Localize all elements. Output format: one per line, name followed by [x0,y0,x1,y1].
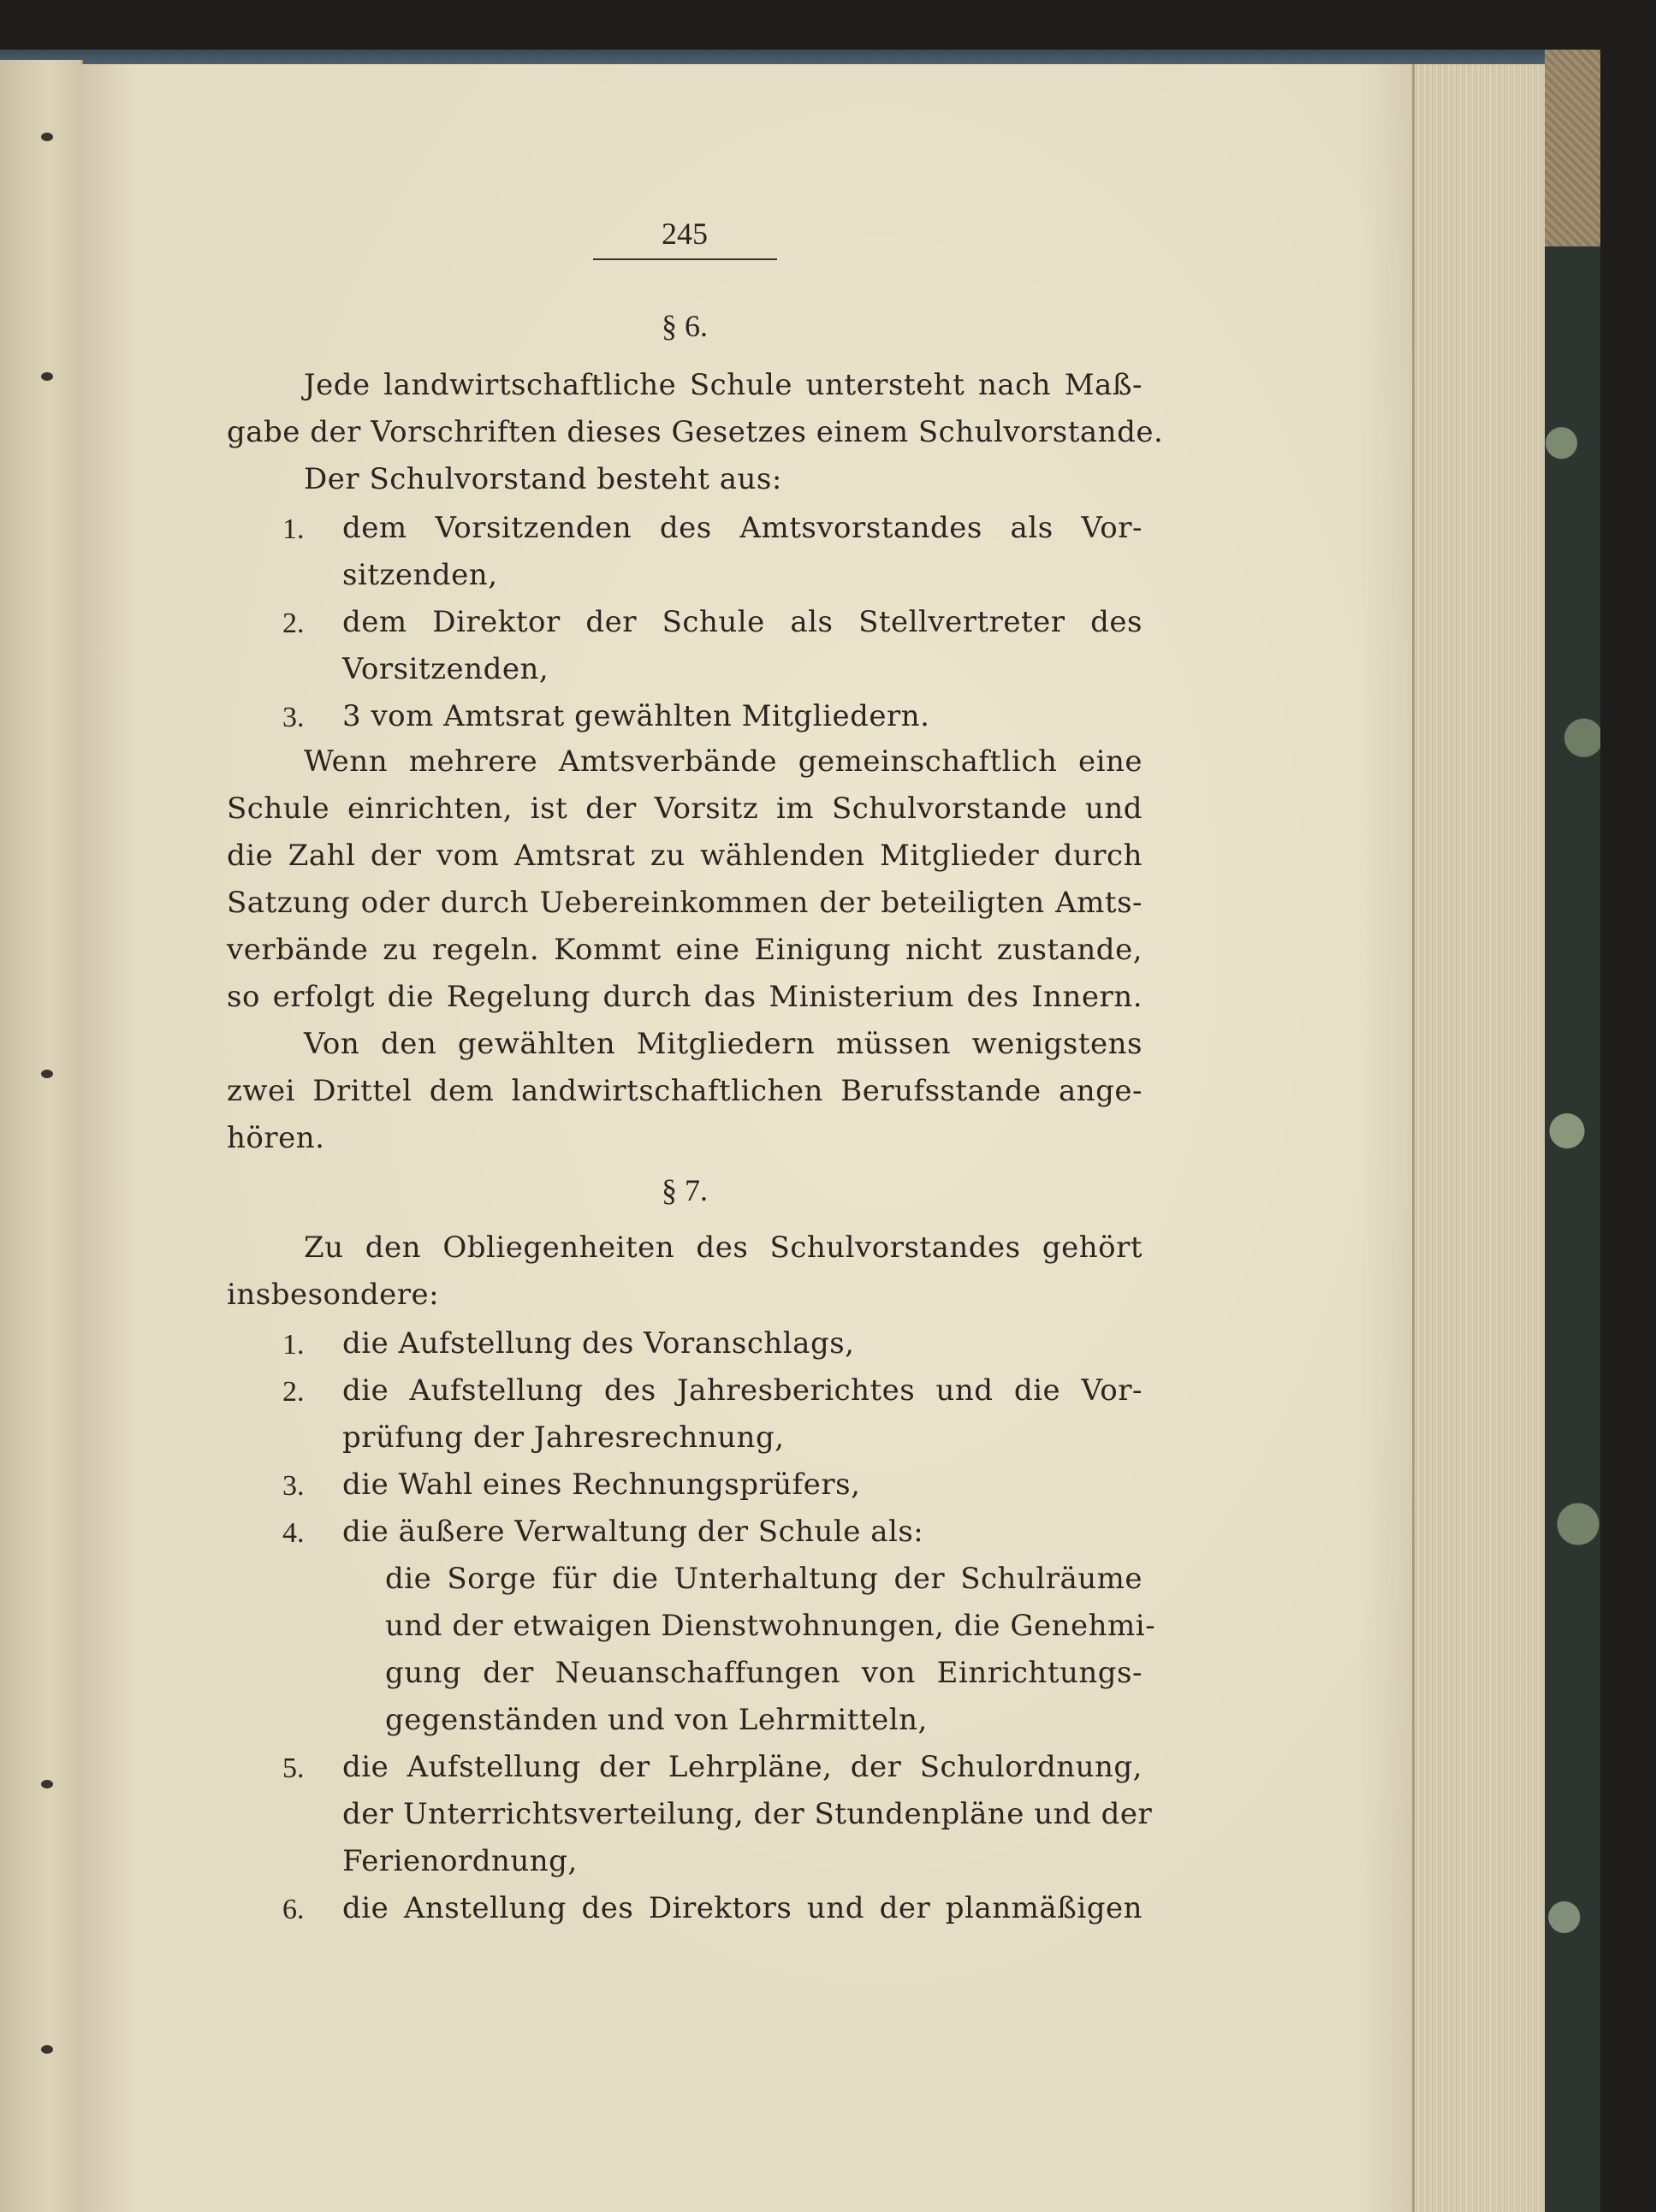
s7-item-5-line: die Aufstellung der Lehrpläne, der Schulordnung, [342,1750,1143,1784]
s7-item-4-line: die äußere Verwaltung der Schule als: [342,1515,924,1549]
s6-intro-line-1: Jede landwirtschaftliche Schule untersteht nach Maß- [304,368,1143,402]
s7-item-5-line: der Unterrichtsverteilung, der Stundenpläne und der [342,1797,1153,1831]
s6-para3-line: zwei Drittel dem landwirtschaftlichen Berufsstande ange- [227,1074,1143,1108]
s7-item-number: 4. [282,1517,305,1549]
s6-para2-line: verbände zu regeln. Kommt eine Einigung nicht zustande, [227,933,1143,967]
section-7-heading: § 7. [662,1173,708,1207]
s7-intro-line-1: Zu den Obliegenheiten des Schulvorstandes gehört [304,1231,1143,1265]
cover-marble [1545,246,1600,2212]
binding-hole [41,372,53,381]
s7-item-number: 3. [282,1470,305,1502]
left-page-edge [0,60,83,2212]
s6-item-3-line-1: 3 vom Amtsrat gewählten Mitgliedern. [342,699,930,733]
s7-item-6-line: die Anstellung des Direktors und der planmäßigen [342,1891,1143,1925]
s6-item-number: 1. [282,513,305,545]
s6-para2-line: Wenn mehrere Amtsverbände gemeinschaftlich eine [304,744,1143,779]
page-number-rule [593,258,777,260]
s7-item-number: 1. [282,1329,305,1361]
book-cover [1545,50,1600,2212]
s7-item-4-sub-line: gung der Neuanschaffungen von Einrichtungs- [385,1656,1143,1690]
section-6-heading: § 6. [662,309,708,343]
s7-item-4-sub-line: und der etwaigen Dienstwohnungen, die Genehmi- [385,1609,1156,1643]
page-edges [1412,64,1547,2212]
s7-item-5-line: Ferienordnung, [342,1844,578,1878]
binding-hole [41,133,53,141]
s6-intro-line-3: Der Schulvorstand besteht aus: [304,462,782,496]
s7-item-4-sub-line: die Sorge für die Unterhaltung der Schulräume [385,1562,1143,1596]
s7-item-number: 5. [282,1752,305,1784]
s6-para3-line: Von den gewählten Mitgliedern müssen wenigstens [304,1027,1143,1061]
binding-hole [41,2045,53,2054]
s6-para2-line: Schule einrichten, ist der Vorsitz im Schulvorstande und [227,792,1143,826]
s7-item-2-line: die Aufstellung des Jahresberichtes und die Vor- [342,1373,1143,1408]
s7-item-3-line: die Wahl eines Rechnungsprüfers, [342,1468,861,1502]
binding-hole [41,1780,53,1788]
s6-para2-line: die Zahl der vom Amtsrat zu wählenden Mitglieder durch [227,839,1143,873]
s7-intro-line-2: insbesondere: [227,1278,440,1312]
s6-para2-line: so erfolgt die Regelung durch das Ministerium des Innern. [227,980,1143,1014]
page-number: 245 [662,216,708,251]
s7-item-number: 6. [282,1894,305,1925]
s6-para3-line: hören. [227,1121,325,1155]
s7-item-number: 2. [282,1376,305,1408]
binding-hole [41,1070,53,1078]
s6-item-number: 3. [282,702,305,733]
s6-item-2-line-2: Vorsitzenden, [342,652,549,686]
cover-cloth [1545,50,1600,246]
s7-item-2-line: prüfung der Jahresrechnung, [342,1420,785,1455]
s6-item-number: 2. [282,608,305,639]
s6-item-2-line-1: dem Direktor der Schule als Stellvertreter des [342,605,1143,639]
s6-intro-line-2: gabe der Vorschriften dieses Gesetzes einem Schulvorstande. [227,415,1164,449]
s7-item-1-line: die Aufstellung des Voranschlags, [342,1326,855,1361]
s6-item-1-line-1: dem Vorsitzenden des Amtsvorstandes als Vor- [342,511,1143,545]
s6-item-1-line-2: sitzenden, [342,558,498,592]
s7-item-4-sub-line: gegenständen und von Lehrmitteln, [385,1703,928,1737]
s6-para2-line: Satzung oder durch Uebereinkommen der beteiligten Amts- [227,886,1143,920]
